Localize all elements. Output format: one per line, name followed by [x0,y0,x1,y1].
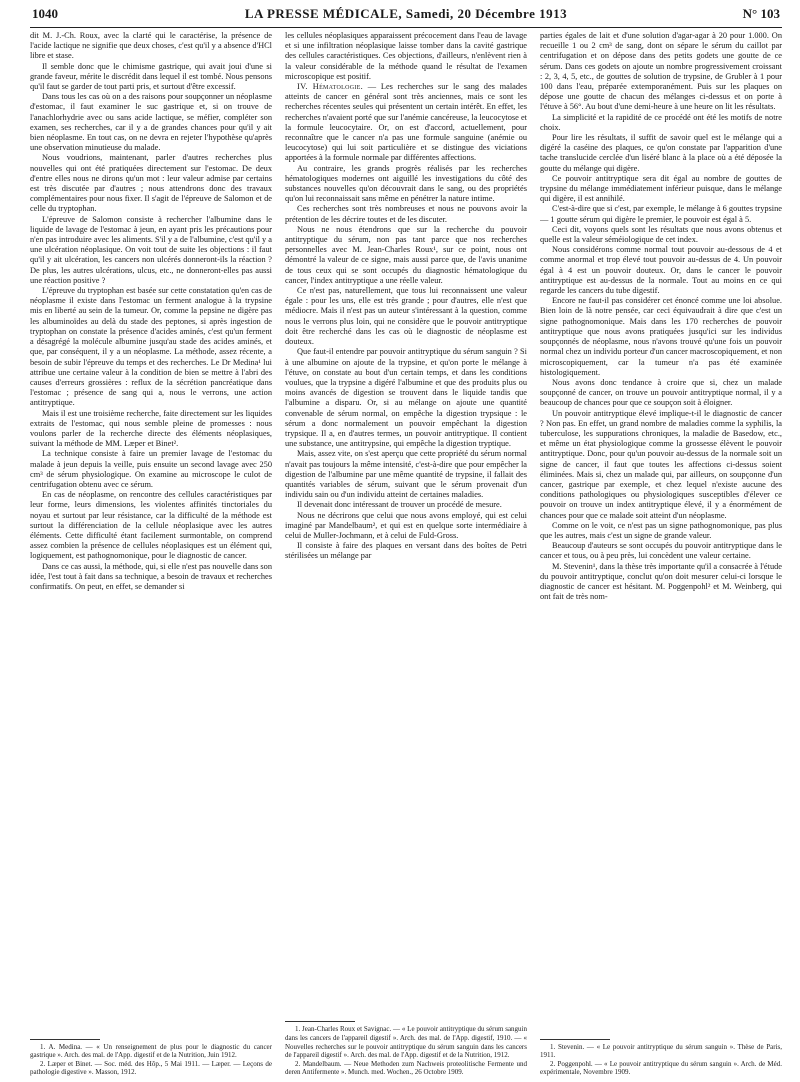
paragraph: Dans ce cas aussi, la méthode, qui, si elle n'est pas nouvelle dans son idée, l'est tout à fait dans sa technique, a besoin de travaux et recherches confirmatifs. On peut, en effet, se demander si [30,561,272,591]
paragraph: dit M. J.-Ch. Roux, avec la clarté qui le caractérise, la présence de l'acide lactique ne signifie que deux choses, c'est qu'il y a absence d'HCl libre et stase. [30,31,272,61]
paragraph: La simplicité et la rapidité de ce procédé ont été les motifs de notre choix. [540,112,782,132]
paragraph: Pour lire les résultats, il suffit de savoir quel est le mélange qui a digéré la caséine des plaques, ce qu'on constate par l'apparition d'une tache translucide cerclée d'un liséré blanc à la place où a été déposée la goutte du mélange qui digère. [540,133,782,173]
paragraph: Beaucoup d'auteurs se sont occupés du pouvoir antitryptique dans le cancer et tous, ou à peu près, lui concèdent une valeur certaine. [540,541,782,561]
footnote: 2. Poggenpohl. — « Le pouvoir antitryptique du sérum sanguin ». Arch. de Méd. expérimentale, Novembre 1909. [540,1059,782,1077]
paragraph: Mais il est une troisième recherche, faite directement sur les liquides extraits de l'estomac, qui nous semble pleine de promesses : nous voulons parler de la recherche directe des éléments néoplasiques, suivant la méthode de MM. Læper et Binet². [30,408,272,449]
paragraph: Il semble donc que le chimisme gastrique, qui avait joui d'une si grande faveur, mérite le discrédit dans lequel il est tombé. Nous pensons qu'il faut se garder de tout parti pris, et surtout d'être excessif. [30,61,272,92]
paragraph: Nous ne nous étendrons que sur la recherche du pouvoir antitryptique du sérum, non pas tant parce que nos recherches personnelles avec M. Jean-Charles Roux¹, sur ce point, nous ont démontré la valeur de ce signe, mais aussi parce que, de l'avis unanime de tous ceux qui se sont occupés du diagnostic hématologique du cancer, l'index antitryptique a une réelle valeur. [285,224,527,285]
paragraph: Ce pouvoir antitryptique sera dit égal au nombre de gouttes de trypsine du mélange immédiatement inférieur puisque, dans le mélange qui digère, il est annihilé. [540,173,782,204]
paragraph: Au contraire, les grands progrès réalisés par les recherches hématologiques modernes ont aiguillé les investigations du côté des substances nouvelles qu'on découvrait dans le sang, ou des propriétés qu'on lui reconnaissait sans même en pénétrer la nature intime. [285,163,527,204]
paragraph-text: — Les recherches sur le sang des malades atteints de cancer en général sont très anciennes, mais ce sont les recherches récentes seules qui présentent un certain intérêt. En effet, les recherches n'avaient porté que sur l'anémie cancéreuse, la leucocytose et la formule leucocytaire. Or, on est d'accord, actuellement, pour reconnaître que le cancer n'a pas une formule sanguine (anémie ou leucocytose) qui lui soit particulière et se distingue des viciations apportées à la formule normale par différentes affections. [285,82,527,163]
footnotes [30,1039,272,1077]
paragraph: Mais, assez vite, on s'est aperçu que cette propriété du sérum normal n'avait pas toujours la même intensité, c'est-à-dire que pour empêcher la digestion de l'albumine par une même quantité de trypsine, il fallait des quantités variables de sérum, suivant que le sérum provenait d'un individu sain ou d'un individu atteint de certaines maladies. [285,449,527,500]
paragraph: Encore ne faut-il pas considérer cet énoncé comme une loi absolue. Bien loin de là notre pensée, car ceci équivaudrait à dire que c'est un signe pathognomonique. Mais dans les 170 recherches de pouvoir antitryptique que nous avons pratiquées jusqu'ici sur les individus soupçonnés de néoplasme, nous n'avons trouvé qu'une fois un pouvoir normal chez un individu porteur d'un cancer macroscopiquement, et non microscopiquement, car la tumeur n'a pas été examinée histologiquement. [540,296,782,377]
footnotes [540,1039,782,1077]
page-header [30,4,782,26]
section-paragraph [285,82,527,164]
footnote: 1. Stevenin. — « Le pouvoir antitryptique du sérum sanguin ». Thèse de Paris, 1911. [540,1042,782,1060]
paragraph: La technique consiste à faire un premier lavage de l'estomac du malade à jeun depuis la veille, puis ensuite un second lavage avec 250 cm³ de sérum physiologique. On examine au microscope le culot de centrifugation obtenu avec ce sérum. [30,449,272,489]
running-title: LA PRESSE MÉDICALE, Samedi, 20 Décembre 1913 [244,6,568,21]
paragraph: Nous considérons comme normal tout pouvoir au-dessous de 4 et comme anormal et trop élevé tout pouvoir au-dessus de 4. Un pouvoir égal à 4 est un pouvoir douteux. Or, dans le cancer le pouvoir antitryptique est au-dessus de la normale. Tout au moins en ce qui regarde les cancers du tube digestif. [540,245,782,296]
footnote: 1. Jean-Charles Roux et Savignac. — « Le pouvoir antitryptique du sérum sanguin dans les cancers de l'appareil digestif ». Arch. des mal. de l'App. digestif, 1910. — « Nouvelles recherches sur le pouvoir antitryptique du sérum sanguin dans les cancers de l'appareil digestif ». Arch. des mal. de l'App. digestif et de la Nutrition, 1912. [285,1025,527,1060]
paragraph: Ceci dit, voyons quels sont les résultats que nous avons obtenus et quelle est la valeur séméiologique de cet index. [540,224,782,245]
text-column-1 [30,31,272,1077]
paragraph: les cellules néoplasiques apparaissent précocement dans l'eau de lavage et si une infiltration néoplasique laisse tomber dans la cavité gastrique des cellules caractéristiques. Ces objections, d'ailleurs, n'enlèvent rien à la valeur considérable de la méthode quand le résultat de l'examen microscopique est positif. [285,31,527,81]
footnote-rule [540,1039,610,1040]
text-column-3 [540,31,782,1077]
paragraph: Nous voudrions, maintenant, parler d'autres recherches plus nouvelles qui ont été pratiquées directement sur l'estomac. De deux d'entre elles nous ne dirons qu'un mot : leur valeur admise par certains est très discutée par d'autres ; nous attendrons donc des travaux complémentaires pour nous fixer. Il s'agit de l'épreuve de Salomon et de celle du tryptophan. [30,153,272,214]
issue-number: N° 103 [742,6,780,21]
paragraph: Dans tous les cas où on a des raisons pour soupçonner un néoplasme d'estomac, il faut examiner le suc gastrique et, si on trouve de l'anachlorhydrie avec ou sans acide lactique, se méfier, compléter son examen, ses recherches, car il y a de grandes chances pour qu'il y ait bien néoplasme. En tout cas, on ne devra en rejeter l'hypothèse qu'après une observation minutieuse du malade. [30,92,272,153]
paragraph: L'épreuve du tryptophan est basée sur cette constatation qu'en cas de néoplasme il existe dans l'estomac un ferment analogue à la trypsine mis en liberté au sein de la tumeur. Or, comme la pepsine ne digère pas les albuminoïdes au delà du stade des peptones, si après ingestion de tryptophan on constate la présence d'acides aminés, c'est qu'un ferment a désagrégé la molécule albumine jusqu'au stade des acides aminés, et que, par conséquent, il y a un néoplasme. La méthode, assez récente, a besoin de subir l'épreuve du temps et des recherches. Le Dr Medina¹ lui attribue une certaine valeur à la condition de bien se mettre à l'abri des causes d'erreurs grossières : reflux de la sécrétion pancréatique dans l'estomac ; présence de sang qui a, nous le verrons, une action antitryptique. [30,286,272,408]
paragraph: Que faut-il entendre par pouvoir antitryptique du sérum sanguin ? Si à une albumine on ajoute de la trypsine, et qu'on porte le mélange à l'étuve, on constate au bout d'un certain temps, et dans les conditions voulues, que la trypsine a digéré l'albumine et que des produits plus ou moins avancés de digestion se trouvent dans le liquide tandis que l'albumine a disparu. Or, si au mélange on ajoute une quantité convenable de sérum normal, on empêche la digestion trypsique : le sérum a donc normalement un pouvoir empêchant la digestion trypsique. Il a, en d'autres termes, un pouvoir antitryptique. Il contient une substance, une antitrypsine, qui empêche la digestion tryptique. [285,347,527,449]
paragraph: En cas de néoplasme, on rencontre des cellules caractéristiques par leur forme, leurs dimensions, les violentes affinités tinctoriales du noyau et surtout par leur résistance, car la difficulté de la méthode est surtout la différenciation de la cellule néoplasique avec les autres éléments. Cette difficulté étant facilement surmontable, on comprend assez combien la présence de cellules néoplasiques est un élément qui, logiquement, est pathognomonique, pour le diagnostic de cancer. [30,490,272,561]
text-column-2 [285,31,527,1077]
paragraph: Comme on le voit, ce n'est pas un signe pathognomonique, pas plus que les autres, mais c'est un signe de grande valeur. [540,520,782,540]
paragraph: Nous avons donc tendance à croire que si, chez un malade soupçonné de cancer, on trouve un pouvoir antitryptique normal, il y a beaucoup de chances pour que ce soupçon soit à éloigner. [540,377,782,408]
section-heading: IV. Hématologie. [297,82,364,92]
footnote: 1. A. Medina. — « Un renseignement de plus pour le diagnostic du cancer gastrique ». Arch. des mal. de l'App. digestif et de la Nutrition, Juin 1912. [30,1042,272,1060]
footnote-rule [285,1021,355,1022]
paragraph: Il consiste à faire des plaques en versant dans des boîtes de Petri stérilisées un mélange par [285,541,527,561]
paragraph: parties égales de lait et d'une solution d'agar-agar à 20 pour 1.000. On recueille 1 ou 2 cm³ de sang, dont on sépare le sérum du caillot par centrifugation et on dépose dans des petits godets une goutte de ce sérum. Dans ces godets on ajoute un nombre progressivement croissant : 2, 3, 4, 5, etc., de gouttes de solution de trypsine, de Grubler à 1 pour 100 dans l'eau, préparée extemporanément. Puis sur les plaques on dépose une goutte de chacun des mélanges ci-dessus et on porte à l'étuve à 56°. Au bout d'une demi-heure à une heure on lit les résultats. [540,31,782,112]
paragraph: Un pouvoir antitryptique élevé implique-t-il le diagnostic de cancer ? Non pas. En effet, un grand nombre de maladies comme la syphilis, la tuberculose, les suppurations chroniques, la maladie de Basedow, etc., et même un état physiologique comme la grossesse élèvent le pouvoir antitryptique. Donc, pour qu'un pouvoir au-dessus de la normale soit un signe de cancer, il faut que toutes les affections ci-dessus soient éliminées. Mais si, chez un malade qui, par ailleurs, on soupçonne d'un cancer, gastrique par exemple, et chez lequel n'existe aucune des conditions pathologiques ou physiologiques susceptibles d'élever ce pouvoir on trouve un index antitryptique élevé, il y a énormément de chances pour que ce malade soit atteint d'un néoplasme. [540,408,782,520]
paragraph: M. Stevenin¹, dans la thèse très importante qu'il a consacrée à l'étude du pouvoir antitryptique, conclut qu'on doit mesurer celui-ci lorsque le diagnostic de cancer est hésitant. M. Poggenpohl² et M. Weinberg, qui ont fait de très nom- [540,561,782,602]
paragraph: Nous ne décrirons que celui que nous avons employé, qui est celui imaginé par Mandelbaum², et qui est en quelque sorte intermédiaire à celui de Muller-Jochmann, et à celui de Fuld-Gross. [285,510,527,540]
paragraph: Ce n'est pas, naturellement, que tous lui reconnaissent une valeur égale : pour les uns, elle est très grande ; pour d'autres, elle n'est que médiocre. Mais il n'est pas un auteur s'intéressant à la question, comme nous le verrons plus loin, qui ne considère que le pouvoir antitryptique doit être recherché dans les cas où le diagnostic de néoplasme est douteux. [285,286,527,347]
paragraph: C'est-à-dire que si c'est, par exemple, le mélange à 6 gouttes trypsine — 1 goutte sérum qui digère le premier, le pouvoir est égal à 5. [540,204,782,224]
footnote: 2. Læper et Binet. — Soc. méd. des Hôp., 5 Mai 1911. — Læper. — Leçons de pathologie digestive ». Masson, 1912. [30,1059,272,1077]
paragraph: Il devenait donc intéressant de trouver un procédé de mesure. [297,500,502,510]
header-rule [30,27,782,28]
paragraph: Ces recherches sont très nombreuses et nous ne pouvons avoir la prétention de les décrire toutes et de les discuter. [285,204,527,224]
footnote: 2. Mandelbaum. — Neue Methoden zum Nachweis proteolitische Fermente und deren Antifermente ». Munch. med. Wochen., 26 Octobre 1909. [285,1059,527,1077]
footnote-rule [30,1039,100,1040]
paragraph: L'épreuve de Salomon consiste à rechercher l'albumine dans le liquide de lavage de l'estomac à jeun, en ayant pris les précautions pour n'en pas introduire avec les aliments. S'il y a de l'albumine, c'est qu'il y a une ulcération néoplasique. On voit tout de suite les objections : il faut qu'il y ait ulcération, les cancers non ulcérés donneront-ils la réaction ? De plus, les autres ulcérations, ulcus, etc., ne donneront-elles pas aussi une réaction positive ? [30,214,272,285]
page-number: 1040 [32,6,58,21]
footnotes [285,1021,527,1077]
